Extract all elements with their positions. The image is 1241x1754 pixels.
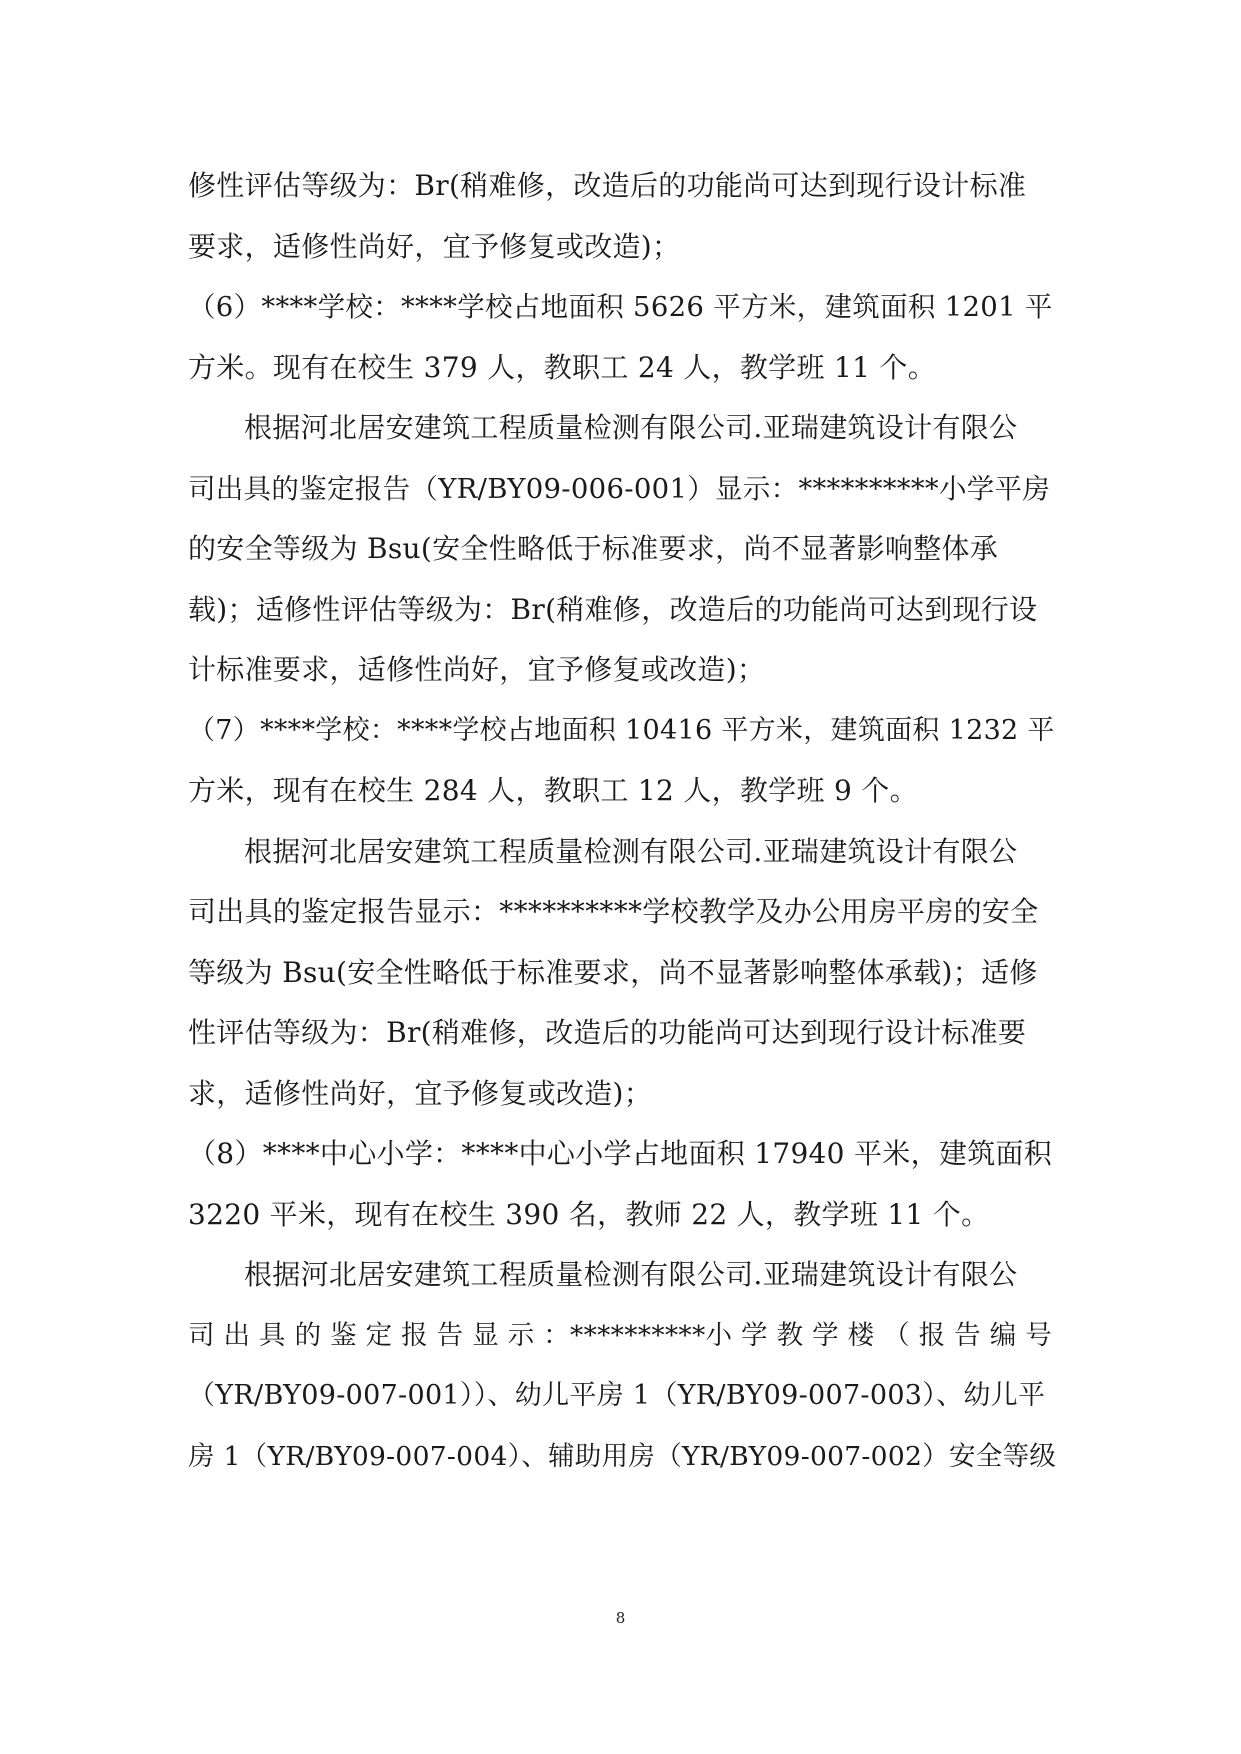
text-line: 求，适修性尚好，宜予修复或改造)； xyxy=(188,1076,653,1110)
text-line: 方米，现有在校生 284 人，教职工 12 人，教学班 9 个。 xyxy=(188,774,918,807)
text-line: 性评估等级为：Br(稍难修，改造后的功能尚可达到现行设计标准要 xyxy=(188,1016,1027,1049)
text-line: 修性评估等级为：Br(稍难修，改造后的功能尚可达到现行设计标准 xyxy=(188,169,1027,202)
text-line: 3220 平米，现有在校生 390 名，教师 22 人，教学班 11 个。 xyxy=(188,1197,990,1231)
text-line: 根据河北居安建筑工程质量检测有限公司.亚瑞建筑设计有限公 xyxy=(244,1258,1018,1291)
text-line: 计标准要求，适修性尚好，宜予修复或改造)； xyxy=(188,653,766,686)
text-line: 房 1（YR/BY09-007-004）、辅助用房（YR/BY09-007-002）安全等级 xyxy=(188,1440,1057,1472)
text-line: 司 出 具 的 鉴 定 报 告 显 示 ：**********小 学 教 学 楼 （ 报 告 编 号 xyxy=(188,1319,1053,1351)
text-line: （8）****中心小学：****中心小学占地面积 17940 平米，建筑面积 xyxy=(188,1137,1053,1170)
text-line: 的安全等级为 Bsu(安全性略低于标准要求，尚不显著影响整体承 xyxy=(188,532,999,565)
text-line: 载)；适修性评估等级为：Br(稍难修，改造后的功能尚可达到现行设 xyxy=(188,592,1038,626)
text-line: 根据河北居安建筑工程质量检测有限公司.亚瑞建筑设计有限公 xyxy=(244,411,1018,444)
text-line: 等级为 Bsu(安全性略低于标准要求，尚不显著影响整体承载)；适修 xyxy=(188,955,1038,989)
text-line: （6）****学校：****学校占地面积 5626 平方米，建筑面积 1201 平 xyxy=(188,291,1053,323)
text-line: 司出具的鉴定报告显示：**********学校教学及办公用房平房的安全 xyxy=(188,895,1039,928)
text-line: （7）****学校：****学校占地面积 10416 平方米，建筑面积 1232 平 xyxy=(188,714,1055,746)
text-line: 方米。现有在校生 379 人，教职工 24 人，教学班 11 个。 xyxy=(188,350,937,384)
text-line: 司出具的鉴定报告（YR/BY09-006-001）显示：**********小学平房 xyxy=(188,472,1051,505)
text-line: 根据河北居安建筑工程质量检测有限公司.亚瑞建筑设计有限公 xyxy=(244,834,1018,868)
text-line: 要求，适修性尚好，宜予修复或改造)； xyxy=(188,229,681,263)
text-line: （YR/BY09-007-001））、幼儿平房 1（YR/BY09-007-003）、幼儿平 xyxy=(188,1380,1046,1411)
body-text xyxy=(188,156,1058,1487)
page-number: 8 xyxy=(615,1609,626,1627)
